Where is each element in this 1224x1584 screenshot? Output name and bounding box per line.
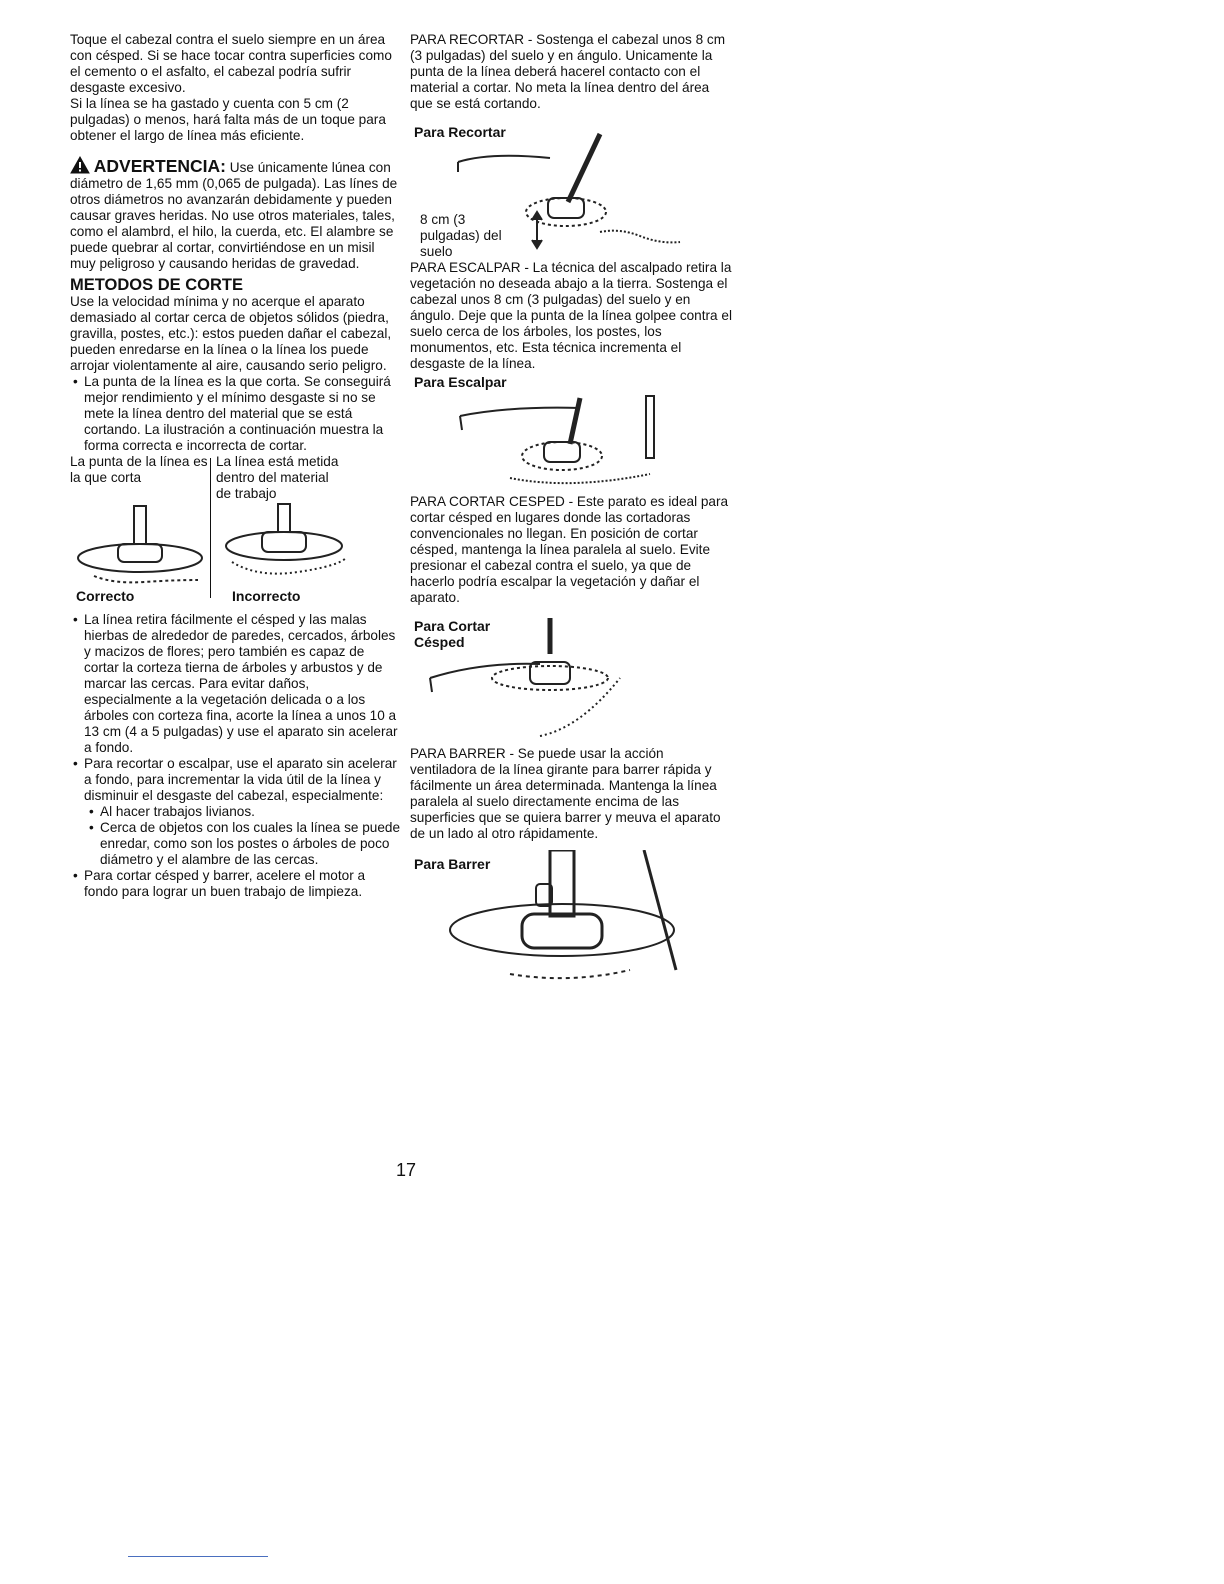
figure-caption-incorrect: La línea está metida dentro del material de trabajo <box>216 454 339 501</box>
trimmer-escalpar-illustration <box>450 394 690 494</box>
caption-recortar: Para Recortar <box>414 124 506 140</box>
caption-cesped: Para Cortar Césped <box>414 618 491 650</box>
label-correct: Correcto <box>76 588 135 604</box>
paragraph-touch-head: Toque el cabezal contra el suelo siempre en un área con césped. Si se hace tocar contra superficies como el cemento o el asfalto, el cabezal podría sufrir desgaste excesivo. <box>70 32 392 95</box>
figure-caption-correct: La punta de la línea es la que corta <box>70 454 208 485</box>
height-arrow-icon <box>530 210 544 250</box>
cesped-figure <box>410 606 732 746</box>
caption-escalpar: Para Escalpar <box>414 374 507 390</box>
caption-barrer: Para Barrer <box>414 856 491 872</box>
left-column <box>70 32 400 900</box>
barrer-figure <box>410 842 732 992</box>
recortar-figure <box>410 112 732 260</box>
right-column <box>410 32 732 992</box>
footer-rule <box>128 1556 268 1557</box>
trimmer-head-correct-illustration <box>74 502 206 594</box>
list-item: • La punta de la línea es la que corta. Se conseguirá mejor rendimiento y el mínimo desgaste si no se mete la línea dentro del material que se está cortando. La ilustración a continuación muestra la forma correcta e incorrecta de cortar. <box>84 374 400 454</box>
figure-divider <box>210 458 211 598</box>
measurement-label: 8 cm (3 pulgadas) del suelo <box>420 212 502 259</box>
warning-label: ADVERTENCIA: <box>93 156 227 176</box>
warning-icon <box>70 160 94 175</box>
paragraph-cesped: PARA CORTAR CESPED - Este parato es ideal para cortar césped en lugares donde las cortadoras convencionales no llegan. En posición de cortar césped, mantenga la línea paralela al suelo. Evite presionar el cabezal contra el suelo, ya que de hacerlo podría escalpar la vegetación y dañar el aparato. <box>410 494 729 605</box>
escalpar-figure <box>410 372 732 494</box>
sub-list-item: • Al hacer trabajos livianos. <box>100 804 400 820</box>
paragraph-barrer: PARA BARRER - Se puede usar la acción ventiladora de la línea girante para barrer rápida y fácilmente un área determinada. Mantenga la línea paralela al suelo directamente encima de las superficies que se quiera barrer y meuva el aparato de un lado al otro rápidamente. <box>410 746 721 841</box>
cutting-methods-heading: METODOS DE CORTE <box>70 276 243 294</box>
sub-list-item: • Cerca de objetos con los cuales la línea se puede enredar, como son los postes o árboles de poco diámetro y el alambre de las cercas. <box>100 820 400 868</box>
trimmer-cesped-illustration <box>420 618 650 742</box>
list-item-text: Para recortar o escalpar, use el aparato sin acelerar a fondo, para incrementar la vida útil de la línea y disminuir el desgaste del cabezal, especialmente: <box>84 756 397 803</box>
list-item <box>84 756 400 868</box>
trimmer-head-incorrect-illustration <box>218 502 350 594</box>
paragraph-escalpar: PARA ESCALPAR - La técnica del ascalpado retira la vegetación no deseada abajo a la tierra. Sostenga el cabezal unos 8 cm (3 pulgadas) del suelo y en ángulo. Deje que la punta de la línea golpee contra el suelo cerca de los árboles, los postes, los monumentos, etc. Esta técnica incrementa el desgaste de la línea. <box>410 260 732 371</box>
bullet-list <box>70 612 400 900</box>
label-incorrect: Incorrecto <box>232 588 301 604</box>
list-item: • La línea retira fácilmente el césped y las malas hierbas de alrededor de paredes, cercados, árboles y macizos de flores; pero también es capaz de cortar la corteza tierna de árboles y arbustos y de marcar las cercas. Para evitar daños, especialmente a la vegetación delicada o a los árboles con corteza fina, acorte la línea a unos 10 a 13 cm (4 a 5 pulgadas) y use el aparato sin acelerar a fondo. <box>84 612 400 756</box>
bullet-list <box>70 374 400 454</box>
paragraph-min-speed: Use la velocidad mínima y no acerque el aparato demasiado al cortar cerca de objetos sólidos (piedra, gravilla, postes, etc.): estos pueden dañar el cabezal, pueden enredarse en la línea o la línea los puede arrojar violentamente al aire, causando serio peligro. <box>70 294 392 373</box>
paragraph-recortar: PARA RECORTAR - Sostenga el cabezal unos 8 cm (3 pulgadas) del suelo y en ángulo. Unicamente la punta de la línea deberá hacerel contacto con el material a cortar. No meta la línea dentro del área que se está cortando. <box>410 32 726 111</box>
page-number: 17 <box>396 1160 417 1180</box>
trimmer-barrer-illustration <box>440 850 700 990</box>
correct-incorrect-figure <box>70 454 400 606</box>
paragraph-line-worn: Si la línea se ha gastado y cuenta con 5 cm (2 pulgadas) o menos, hará falta más de un toque para obtener el largo de línea más eficiente. <box>70 96 386 143</box>
warning-text: Use únicamente lúnea con diámetro de 1,65 mm (0,065 de pulgada). Las línes de otros diámetros no avanzarán debidamente y pueden causar graves heridas. No use otros materiales, tales, como el alambrd, el hilo, la cuerda, etc. El alambre se puede quebrar al cortar, convirtiéndose en un misil muy peligroso y causando heridas de gravedad. <box>70 160 398 271</box>
warning-block <box>70 156 400 272</box>
list-item: • Para cortar césped y barrer, acelere el motor a fondo para lograr un buen trabajo de limpieza. <box>84 868 400 900</box>
sub-bullet-list <box>84 804 400 868</box>
